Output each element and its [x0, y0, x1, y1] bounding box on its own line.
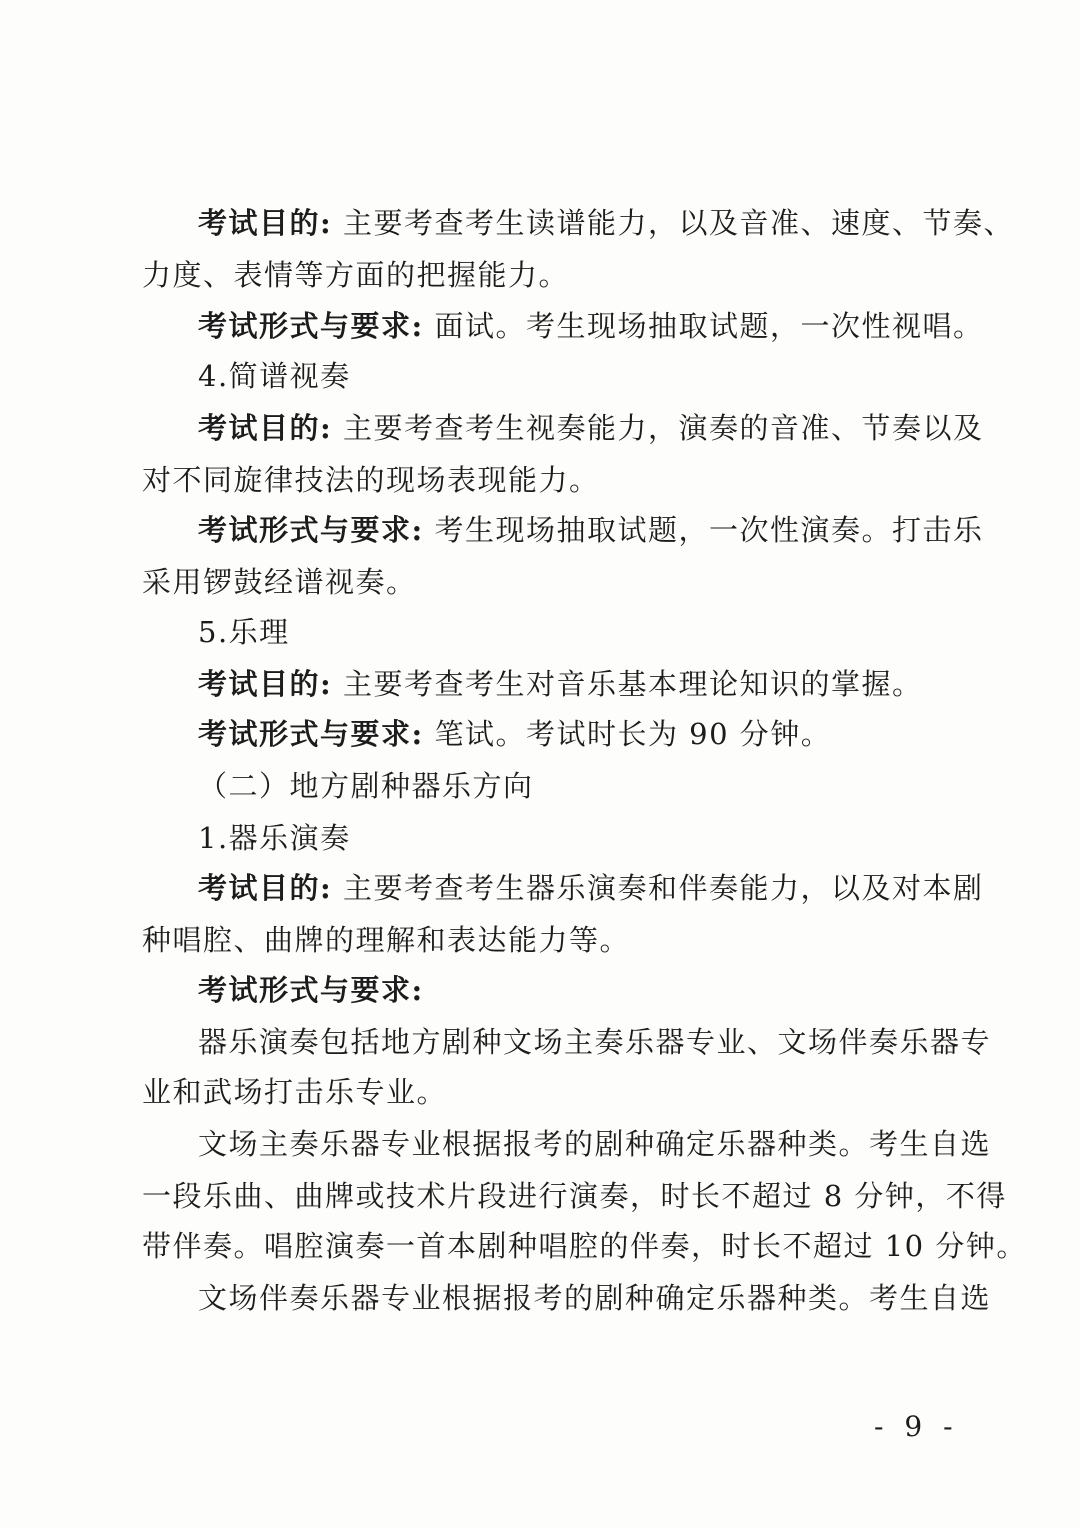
- heading-text: 4.简谱视奏: [198, 359, 351, 393]
- paragraph-line: [142, 920, 942, 960]
- paragraph-line: [198, 868, 984, 908]
- paragraph-text: 种唱腔、曲牌的理解和表达能力等。: [142, 923, 631, 957]
- paragraph-text: 主要考查考生器乐演奏和伴奏能力，以及对本剧: [342, 871, 984, 905]
- paragraph-label: 考试形式与要求:: [198, 717, 424, 751]
- paragraph-text: 笔试。考试时长为 90 分钟。: [434, 717, 832, 751]
- section-heading: [198, 356, 942, 396]
- paragraph-line: [142, 1176, 1007, 1216]
- paragraph-line: [142, 562, 942, 602]
- paragraph-text: 面试。考生现场抽取试题，一次性视唱。: [434, 309, 984, 343]
- paragraph-label: 考试目的:: [198, 871, 333, 905]
- paragraph-text: 主要考查考生对音乐基本理论知识的掌握。: [342, 667, 923, 701]
- paragraph-label: 考试形式与要求:: [198, 513, 424, 547]
- paragraph-label: 考试目的:: [198, 667, 333, 701]
- paragraph-label: 考试形式与要求:: [198, 973, 424, 1007]
- heading-text: 1.器乐演奏: [198, 821, 351, 855]
- paragraph-text: 业和武场打击乐专业。: [142, 1075, 448, 1109]
- paragraph-label: 考试目的:: [198, 206, 333, 240]
- paragraph-line: [198, 970, 942, 1010]
- paragraph-text: 对不同旋律技法的现场表现能力。: [142, 463, 600, 497]
- paragraph-line: [142, 1072, 942, 1112]
- paragraph-text: 文场主奏乐器专业根据报考的剧种确定乐器种类。考生自选: [198, 1127, 992, 1161]
- paragraph-text: 器乐演奏包括地方剧种文场主奏乐器专业、文场伴奏乐器专: [198, 1025, 992, 1059]
- section-heading: [198, 612, 942, 652]
- paragraph-line: [198, 203, 1014, 243]
- paragraph-line: [198, 664, 942, 704]
- heading-text: （二）地方剧种器乐方向: [198, 769, 534, 803]
- paragraph-text: 采用锣鼓经谱视奏。: [142, 565, 417, 599]
- page-number: - 9 -: [874, 1410, 959, 1443]
- paragraph-line: [198, 714, 942, 754]
- paragraph-text: 力度、表情等方面的把握能力。: [142, 258, 570, 292]
- heading-text: 5.乐理: [198, 615, 290, 649]
- paragraph-label: 考试形式与要求:: [198, 309, 424, 343]
- paragraph-text: 主要考查考生视奏能力，演奏的音准、节奏以及: [342, 411, 984, 445]
- paragraph-text: 带伴奏。唱腔演奏一首本剧种唱腔的伴奏，时长不超过 10 分钟。: [142, 1229, 1027, 1263]
- paragraph-line: [142, 1226, 1027, 1266]
- paragraph-line: [198, 1278, 992, 1318]
- paragraph-label: 考试目的:: [198, 411, 333, 445]
- section-heading: [198, 818, 942, 858]
- paragraph-line: [142, 460, 942, 500]
- paragraph-line: [198, 1124, 992, 1164]
- paragraph-line: [198, 408, 984, 448]
- paragraph-text: 主要考查考生读谱能力，以及音准、速度、节奏、: [342, 206, 1014, 240]
- paragraph-line: [198, 1022, 992, 1062]
- paragraph-text: 一段乐曲、曲牌或技术片段进行演奏，时长不超过 8 分钟，不得: [142, 1179, 1007, 1213]
- subsection-heading: [198, 766, 942, 806]
- paragraph-text: 文场伴奏乐器专业根据报考的剧种确定乐器种类。考生自选: [198, 1281, 992, 1315]
- paragraph-line: [142, 255, 942, 295]
- paragraph-line: [198, 306, 984, 346]
- paragraph-line: [198, 510, 984, 550]
- paragraph-text: 考生现场抽取试题，一次性演奏。打击乐: [434, 513, 984, 547]
